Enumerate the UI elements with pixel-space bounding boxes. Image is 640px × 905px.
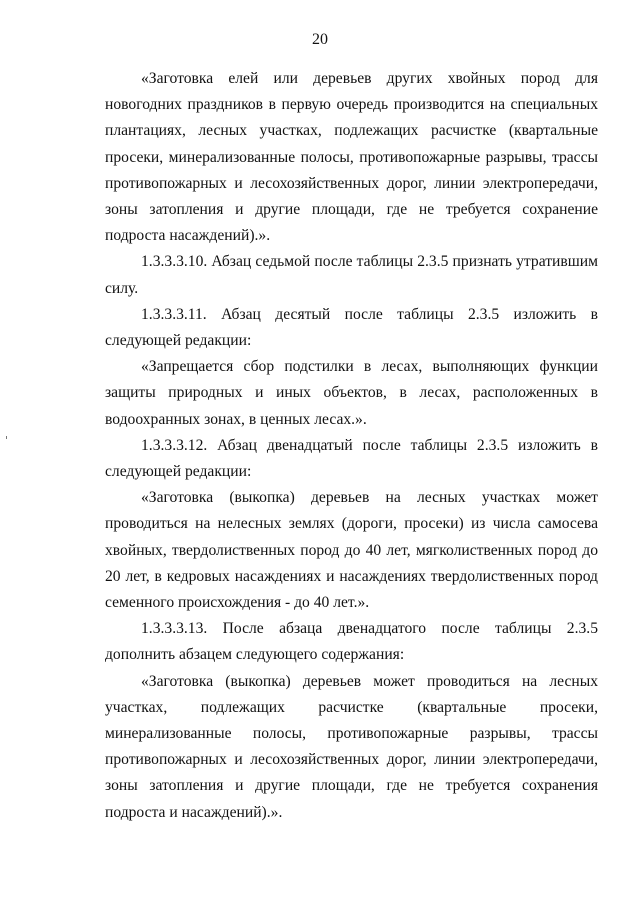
quote-paragraph-4: «Заготовка (выкопка) деревьев может проводиться на лесных участках, подлежащих расчистке (квартальные просеки, минерализованные полосы, противопожарные разрывы, трассы противопожарных и лесохозяйственных дорог, линии электропередачи, зоны затопления и другие площади, где не требуется сохранения подроста и насаждений).». (105, 672, 598, 821)
clause-1-3-3-3-11: 1.3.3.3.11. Абзац десятый после таблицы 2.3.5 изложить в следующей редакции: (105, 305, 598, 350)
clause-1-3-3-3-13: 1.3.3.3.13. После абзаца двенадцатого после таблицы 2.3.5 дополнить абзацем следующего содержания: (105, 620, 598, 664)
clause-1-3-3-3-10: 1.3.3.3.10. Абзац седьмой после таблицы 2.3.5 признать утратившим силу. (105, 253, 598, 297)
clause-1-3-3-3-12: 1.3.3.3.12. Абзац двенадцатый после таблицы 2.3.5 изложить в следующей редакции: (105, 436, 598, 481)
scan-margin-mark (6, 436, 7, 439)
quote-paragraph-3: «Заготовка (выкопка) деревьев на лесных участках может проводиться на нелесных землях (дороги, просеки) из числа самосева хвойных, твердолиственных пород до 40 лет, мягколиственных пород до 20 лет, в кедровых насаждениях и насаждениях твердолиственных пород семенного происхождения - до 40 лет.». (105, 489, 598, 612)
page-number: 20 (312, 31, 328, 48)
quote-paragraph-2: «Запрещается сбор подстилки в лесах, выполняющих функции защиты природных и иных объектов, в лесах, расположенных в водоохранных зонах, в ценных лесах.». (105, 358, 598, 428)
document-body (105, 66, 598, 826)
quote-paragraph-1: «Заготовка елей или деревьев других хвойных пород для новогодних праздников в первую очередь производится на специальных плантациях, лесных участках, подлежащих расчистке (квартальные просеки, минерализованные полосы, противопожарные разрывы, трассы противопожарных и лесохозяйственных дорог, линии электропередачи, зоны затопления и другие площади, где не требуется сохранение подроста насаждений).». (105, 70, 598, 245)
